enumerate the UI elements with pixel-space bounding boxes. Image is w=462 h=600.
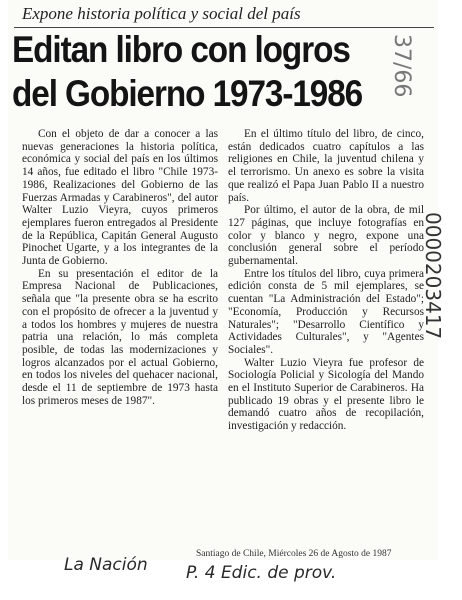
handwritten-page-note: P. 4 Edic. de prov.: [186, 563, 337, 583]
article-column-left: [22, 128, 218, 407]
paragraph: Entre los títulos del libro, cuya primera edición consta de 5 mil ejemplares, se cuentan "La Administración del Estado"; "Economía, Producción y Recursos Naturales"; "Desarrollo Científico y Actividades Culturales", y "Agentes Sociales".: [228, 267, 424, 356]
paragraph: Walter Luzio Vieyra fue profesor de Sociología Policial y Sicología del Mando en el Instituto Superior de Carabineros. Ha publicado 19 obras y el presente libro le demandó cuatro años de recopilación, investigación y redacción.: [228, 356, 424, 433]
headline-line-1: Editan libro con logros: [12, 29, 350, 70]
headline: [12, 28, 372, 116]
headline-line-2: del Gobierno 1973-1986: [12, 73, 363, 114]
dateline: Santiago de Chile, Miércoles 26 de Agosto de 1987: [196, 549, 392, 559]
paragraph: En el último título del libro, de cinco, están dedicados cuatro capítulos a las religiones en Chile, la juventud chilena y el terrorismo. Un anexo es sobre la visita que realizó el Papa Juan Pablo II a nuestro país.: [228, 128, 424, 204]
kicker-line: Expone historia política y social del país: [22, 4, 301, 23]
paragraph: Con el objeto de dar a conocer a las nuevas generaciones la historia política, económica y social del país en los últimos 14 años, fue editado el libro "Chile 1973-1986, Realizaciones del Gobierno de las Fuerzas Armadas y Carabineros", del autor Walter Luzio Vieyra, cuyos primeros ejemplares fueron entregados al Presidente de la República, Capitán General Augusto Pinochet Ugarte, y a los integrantes de la Junta de Gobierno.: [22, 128, 218, 268]
handwritten-catalog-number: 0000203417: [421, 212, 445, 340]
paragraph: Por último, el autor de la obra, de mil 127 páginas, que incluye fotografías en color y blanco y negro, expone una conclusión general sobre el período gubernamental.: [228, 204, 424, 268]
handwritten-archive-number: 37/66: [389, 34, 414, 98]
paragraph: En su presentación el editor de la Empresa Nacional de Publicaciones, señala que "la presente obra se ha escrito con el propósito de ofrecer a la juventud y a todos los hombres y mujeres de nuestra patria una relación, lo más completa posible, de todas las modernizaciones y logros alcanzados por el actual Gobierno, en todos los niveles del quehacer nacional, desde el 11 de septiembre de 1973 hasta los primeros meses de 1987".: [22, 267, 218, 407]
handwritten-publication-note: La Nación: [64, 555, 148, 575]
article-column-right: [228, 128, 424, 433]
